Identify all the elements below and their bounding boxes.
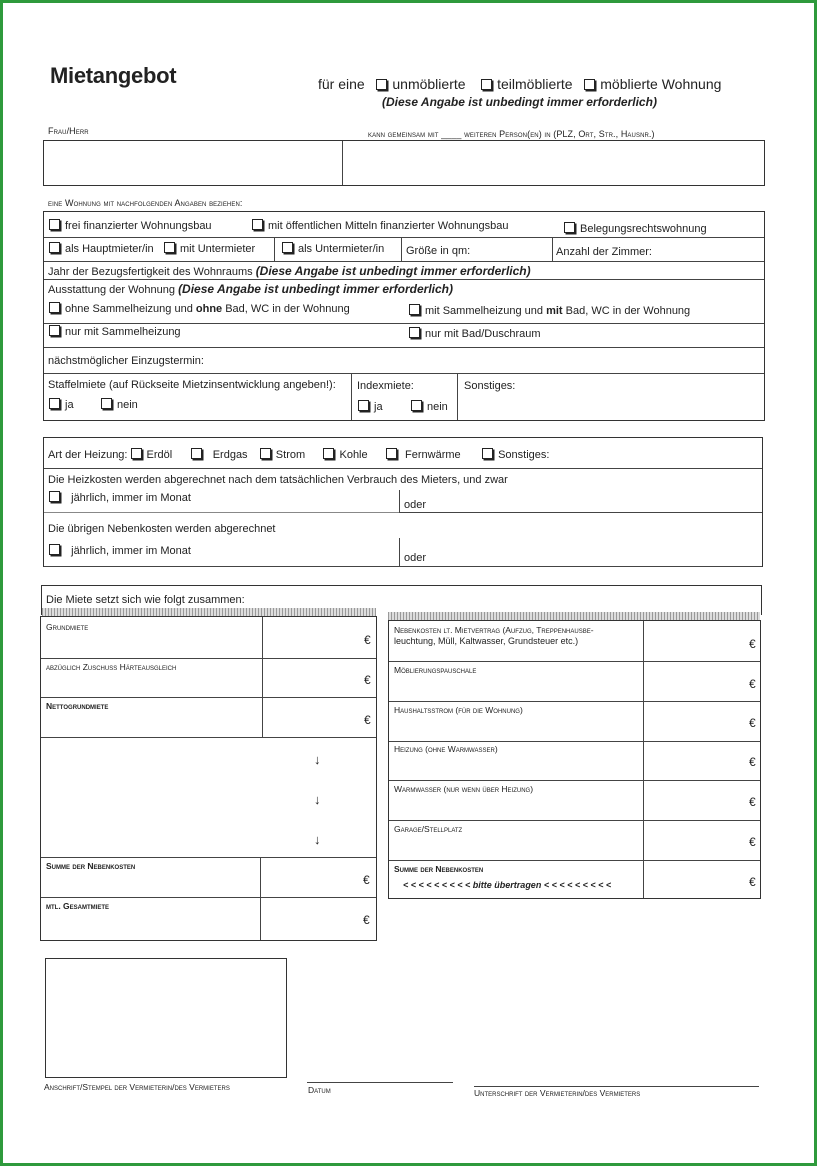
belegung-checkbox[interactable] <box>564 222 575 233</box>
unmoebliert-label: unmöblierte <box>392 76 466 92</box>
divider <box>342 141 343 185</box>
haus-euro: € <box>749 716 756 730</box>
hatch-left <box>42 608 376 616</box>
nebenkosten-oder-label: oder <box>404 552 427 564</box>
tenant-address-field[interactable] <box>344 141 764 185</box>
rent-intro: Die Miete setzt sich wie folgt zusammen: <box>46 594 245 606</box>
haus-field[interactable] <box>645 702 759 740</box>
staffel-ja-label: ja <box>65 399 74 411</box>
grundmiete-label: Grundmiete <box>46 622 89 632</box>
moeb-label: Möblierungspauschale <box>394 665 477 675</box>
moeb-euro: € <box>749 677 756 691</box>
unmoebliert-checkbox[interactable] <box>376 79 387 90</box>
staffel-nein-checkbox[interactable] <box>101 398 112 409</box>
abzueglich-label: abzüglich Zuschuss Härteausgleich <box>46 662 177 672</box>
uebertragen-label: < < < < < < < < < bitte übertragen < < < < < < < < < <box>403 880 612 890</box>
strom-checkbox[interactable] <box>260 448 271 459</box>
heizkosten-jaehrlich-checkbox[interactable] <box>49 491 60 502</box>
tenant-label: Frau/Herr <box>48 126 89 136</box>
zimmer-label: Anzahl der Zimmer: <box>556 246 652 258</box>
sonstiges-label: Sonstiges: <box>464 380 516 392</box>
gesamt-field[interactable] <box>262 898 374 938</box>
tenant-name-field[interactable] <box>44 141 341 185</box>
summe-right-label: Summe der Nebenkosten <box>394 864 484 874</box>
moebliert-checkbox[interactable] <box>584 79 595 90</box>
staffel-ja-checkbox[interactable] <box>49 398 60 409</box>
divider <box>401 237 402 261</box>
netto-field[interactable] <box>264 698 374 736</box>
heizung-art-label: Art der Heizung: <box>48 449 128 461</box>
divider <box>351 373 352 420</box>
divider <box>274 237 275 261</box>
mit-untermieter-label: mit Untermieter <box>180 243 256 255</box>
garage-euro: € <box>749 835 756 849</box>
unterschrift-line <box>474 1086 759 1087</box>
heizkosten-jaehrlich-label: jährlich, immer im Monat <box>71 492 191 504</box>
summe-left-field[interactable] <box>262 858 374 896</box>
divider <box>44 512 399 513</box>
index-label: Indexmiete: <box>357 380 414 392</box>
hauptmieter-label: als Hauptmieter/in <box>65 243 154 255</box>
tenant-persons-label: kann gemeinsam mit ____ weiteren Person(en) in (PLZ, Ort, Str., Hausnr.) <box>368 129 655 139</box>
divider <box>457 373 458 420</box>
summe-right-field[interactable] <box>645 861 759 898</box>
datum-label: Datum <box>308 1085 331 1095</box>
nk-euro: € <box>749 637 756 651</box>
garage-label: Garage/Stellplatz <box>394 824 463 834</box>
divider <box>552 237 553 261</box>
divider <box>262 617 263 737</box>
belegung-label: Belegungsrechtswohnung <box>580 223 707 235</box>
jahr-note: (Diese Angabe ist unbedingt immer erforderlich) <box>255 264 531 278</box>
moeb-field[interactable] <box>645 662 759 700</box>
oeffentlich-checkbox[interactable] <box>252 219 263 230</box>
mit-label-a: mit Sammelheizung und <box>425 305 544 317</box>
heiz-euro: € <box>749 755 756 769</box>
nebenkosten-jaehrlich-checkbox[interactable] <box>49 544 60 555</box>
jahr-label: Jahr der Bezugsfertigkeit des Wohnraums <box>48 266 253 278</box>
stamp-box[interactable] <box>45 958 287 1078</box>
divider <box>41 737 376 738</box>
groesse-label: Größe in qm: <box>406 245 471 257</box>
teilmoebliert-checkbox[interactable] <box>481 79 492 90</box>
furnish-options <box>318 76 721 92</box>
nk-label-line1: Nebenkosten lt. Mietvertrag (Aufzug, Treppenhausbe- <box>394 625 594 635</box>
erdoel-checkbox[interactable] <box>131 448 142 459</box>
furnish-note: (Diese Angabe ist unbedingt immer erforderlich) <box>382 95 657 109</box>
nebenkosten-jaehrlich-label: jährlich, immer im Monat <box>71 545 191 557</box>
erdoel-label: Erdöl <box>146 449 173 461</box>
hauptmieter-checkbox[interactable] <box>49 242 60 253</box>
ausstattung-note: (Diese Angabe ist unbedingt immer erforderlich) <box>178 282 453 296</box>
divider <box>44 347 764 348</box>
fuer-eine-label: für eine <box>318 76 365 92</box>
divider <box>44 279 764 280</box>
section1-heading: eine Wohnung mit nachfolgenden Angaben beziehen: <box>48 198 243 208</box>
index-ja-label: ja <box>374 401 383 413</box>
unterschrift-label: Unterschrift der Vermieterin/des Vermieters <box>474 1088 641 1098</box>
summe-left-label: Summe der Nebenkosten <box>46 861 136 871</box>
teilmoebliert-label: teilmöblierte <box>497 76 573 92</box>
nk-label <box>394 625 594 647</box>
index-nein-checkbox[interactable] <box>411 400 422 411</box>
grundmiete-euro: € <box>364 633 371 647</box>
fernwaerme-label: Fernwärme <box>405 449 461 461</box>
divider <box>44 566 762 567</box>
mit-heizung-checkbox[interactable] <box>409 304 420 315</box>
tenant-box <box>43 140 765 186</box>
anschrift-label: Anschrift/Stempel der Vermieterin/des Vermieters <box>44 1082 230 1092</box>
hatch-right <box>388 612 760 620</box>
oeffentlich-label: mit öffentlichen Mitteln finanzierter Wohnungsbau <box>268 220 509 232</box>
arrow-down-icon: ↓ <box>314 752 321 767</box>
ohne-label-a: ohne Sammelheizung und <box>65 303 193 315</box>
netto-euro: € <box>364 713 371 727</box>
apartment-details-box <box>43 211 765 421</box>
nk-field[interactable] <box>645 622 759 660</box>
abzueglich-field[interactable] <box>264 659 374 697</box>
summe-right-euro: € <box>749 875 756 889</box>
index-nein-label: nein <box>427 401 448 413</box>
kohle-checkbox[interactable] <box>323 448 334 459</box>
page-title: Mietangebot <box>50 63 177 88</box>
moebliert-label: möblierte Wohnung <box>600 76 722 92</box>
nur-bad-checkbox[interactable] <box>409 327 420 338</box>
nur-heizung-checkbox[interactable] <box>49 325 60 336</box>
staffel-label: Staffelmiete (auf Rückseite Mietzinsentwicklung angeben!): <box>48 379 336 391</box>
ohne-heizung-checkbox[interactable] <box>49 302 60 313</box>
mit-label-c: Bad, WC in der Wohnung <box>565 305 691 317</box>
nur-bad-label: nur mit Bad/Duschraum <box>425 328 541 340</box>
arrow-down-icon: ↓ <box>314 792 321 807</box>
gesamt-euro: € <box>363 913 370 927</box>
staffel-nein-label: nein <box>117 399 138 411</box>
ausstattung-label: Ausstattung der Wohnung <box>48 284 175 296</box>
divider <box>44 468 762 469</box>
divider <box>399 490 400 512</box>
warm-label: Warmwasser (nur wenn über Heizung) <box>394 784 534 794</box>
erdgas-checkbox[interactable] <box>191 448 202 459</box>
heiz-field[interactable] <box>645 742 759 779</box>
mit-untermieter-checkbox[interactable] <box>164 242 175 253</box>
summe-left-euro: € <box>363 873 370 887</box>
heating-box <box>43 437 763 567</box>
als-untermieter-label: als Untermieter/in <box>298 243 385 255</box>
abzueglich-euro: € <box>364 673 371 687</box>
heizkosten-oder-label: oder <box>404 499 427 511</box>
arrow-down-icon: ↓ <box>314 832 321 847</box>
sonstiges-heizung-label: Sonstiges: <box>498 449 550 461</box>
ohne-label-c: Bad, WC in der Wohnung <box>225 303 350 315</box>
strom-label: Strom <box>275 449 306 461</box>
divider <box>44 261 764 262</box>
grundmiete-field[interactable] <box>264 619 374 657</box>
divider <box>44 323 764 324</box>
nk-label-line2: leuchtung, Müll, Kaltwasser, Grundsteuer etc.) <box>394 636 579 646</box>
haus-label: Haushaltsstrom (für die Wohnung) <box>394 705 523 715</box>
netto-label: Nettogrundmiete <box>46 701 109 711</box>
fernwaerme-checkbox[interactable] <box>386 448 397 459</box>
sonstiges-heizung-checkbox[interactable] <box>482 448 493 459</box>
kohle-label: Kohle <box>339 449 368 461</box>
einzug-label: nächstmöglicher Einzugstermin: <box>48 355 204 367</box>
nur-heizung-label: nur mit Sammelheizung <box>65 326 181 338</box>
rent-left-table <box>40 616 377 941</box>
divider <box>44 237 764 238</box>
nebenkosten-label: Die übrigen Nebenkosten werden abgerechnet <box>48 523 276 535</box>
frei-checkbox[interactable] <box>49 219 60 230</box>
mit-label-b: mit <box>546 305 563 317</box>
divider <box>399 538 400 566</box>
ohne-label-b: ohne <box>195 303 223 315</box>
divider <box>260 857 261 940</box>
als-untermieter-checkbox[interactable] <box>282 242 293 253</box>
heizkosten-label: Die Heizkosten werden abgerechnet nach dem tatsächlichen Verbrauch des Mieters, und zwar <box>48 474 508 486</box>
garage-field[interactable] <box>645 821 759 859</box>
heiz-label: Heizung (ohne Warmwasser) <box>394 744 498 754</box>
divider <box>44 373 764 374</box>
datum-line <box>307 1082 453 1083</box>
gesamt-label: mtl. Gesamtmiete <box>46 901 109 911</box>
divider <box>643 621 644 898</box>
frei-label: frei finanzierter Wohnungsbau <box>65 220 212 232</box>
warm-field[interactable] <box>645 781 759 819</box>
rent-right-table <box>388 620 761 899</box>
warm-euro: € <box>749 795 756 809</box>
erdgas-label: Erdgas <box>212 449 248 461</box>
index-ja-checkbox[interactable] <box>358 400 369 411</box>
